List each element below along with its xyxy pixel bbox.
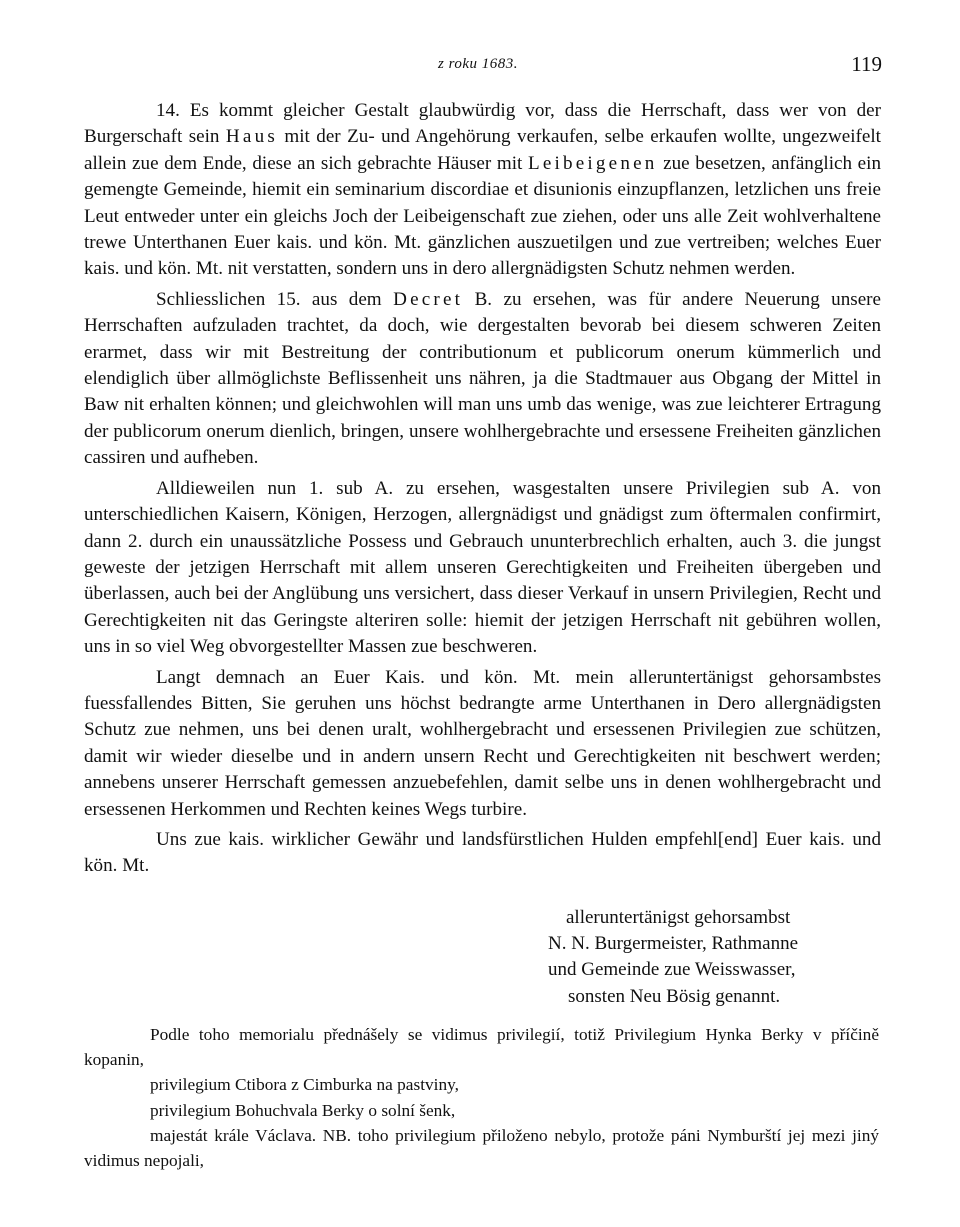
- page-header: [0, 52, 960, 88]
- editorial-note: [84, 1022, 879, 1173]
- signature-line: sonsten Neu Bösig genannt.: [568, 985, 781, 1007]
- text-segment: 14. Es kommt gleicher Gestalt glaubwürdig vor, dass die Herrschaft, dass wer von der Burgerschaft sein: [84, 100, 881, 148]
- signature-block: [548, 905, 868, 1010]
- text-segment: Schliesslichen 15. aus dem: [156, 288, 394, 310]
- signature-line: N. N. Burgermeister, Rathmanne: [548, 933, 799, 955]
- spaced-word-leibeigenen: Leibeigenen: [527, 152, 658, 174]
- text-segment: zue besetzen, anfänglich ein gemengte Gemeinde, hiemit ein seminarium discordiae et disunionis einzupflanzen, letzlichen uns freie Leut entweder unter ein gleichs Joch der Leibeigenschaft zue ziehen, oder uns alle Zeit wohlverhaltene trewe Unterthanen Euer kais. und kön. Mt. gänzlichen auszuetilgen und zue vertreiben; welches Euer kais. und kön. Mt. nit verstatten, sondern uns in dero allergnädigsten Schutz nehmen werden.: [84, 152, 881, 280]
- spaced-word-haus: Haus: [225, 126, 278, 148]
- note-item: privilegium Bohuchvala Berky o solní šenk,: [150, 1100, 456, 1120]
- paragraph-alldieweilen: [84, 476, 881, 661]
- page-number: 119: [851, 52, 882, 76]
- text-segment: Alldieweilen nun 1. sub A. zu ersehen, wasgestalten unsere Privilegien sub A. von unterschiedlichen Kaisern, Königen, Herzogen, allergnädigst und gnädigst zum öftermalen confirmirt, dann 2. durch ein unaussätzliche Possess und Gebrauch ununterbrechlich erhalten, auch 3. die jungst geweste der jetzigen Herrschaft mit allem unseren Gerechtigkeiten und Freiheiten übergeben und überlassen, auch bei der Anglübung uns versichert, dass dieser Verkauf in unsern Privilegien, Recht und Gerechtigkeiten nit das Geringste alteriren solle: hiemit der jetzigen Herrschaft nit gebühren wollen, uns in so viel Weg obvorgestellter Massen zue beschweren.: [84, 477, 881, 658]
- signature-line: und Gemeinde zue Weisswasser,: [548, 959, 796, 981]
- note-last: majestát krále Václava. NB. toho privilegium přiloženo nebylo, protože páni Nymburští jej mezi jiný vidimus nepojali,: [84, 1125, 879, 1171]
- running-title: z roku 1683.: [438, 56, 519, 72]
- paragraph-closing: [84, 827, 881, 880]
- paragraph-14: [84, 98, 881, 283]
- note-intro: Podle toho memorialu přednášely se vidimus privilegií, totiž Privilegium Hynka Berky v příčině kopanin,: [84, 1025, 879, 1070]
- text-segment: mit der Zu- und Angehörung verkaufen, selbe erkaufen wollte, ungezweifelt allein zue dem Ende, diese an sich gebrachte Häuser mit: [84, 126, 881, 174]
- main-text: [84, 98, 881, 880]
- signature-line: alleruntertänigst gehorsambst: [566, 907, 791, 928]
- text-segment: B. zu ersehen, was für andere Neuerung unsere Herrschaften aufzuladen trachtet, da doch, wie dergestalten bevorab bei diesem schweren Zeiten erarmet, dass wir mit Bestreitung der contributionum et publicorum onerum kümmerlich und elendiglich über allmöglichste Beflissenheit uns nähren, ja die Stadtmauer aus Obgang der Mittel in Baw nit erhalten können; und gleichwohlen will man uns umb das wenige, was zue leichterer Ertragung der publicorum onerum dienlich, bringen, unsere wohlhergebrachte und ersessene Freiheiten gänzlichen cassiren und aufheben.: [84, 288, 881, 469]
- spaced-word-decret: Decret: [393, 288, 464, 310]
- text-segment: Uns zue kais. wirklicher Gewähr und landsfürstlichen Hulden empfehl[end] Euer kais. und kön. Mt.: [84, 828, 881, 877]
- note-item: privilegium Ctibora z Cimburka na pastviny,: [150, 1075, 459, 1095]
- text-segment: Langt demnach an Euer Kais. und kön. Mt. mein alleruntertänigst gehorsambstes fuessfallendes Bitten, Sie geruhen uns höchst bedrangte arme Unterthanen in Dero allergnädigsten Schutz zue nehmen, uns bei denen uralt, wohlhergebracht und ersessenen Privilegien zue schützen, damit wir wieder dieselbe und in andern unsern Recht und Gerechtigkeiten nit beschwert werden; annebens unserer Herrschaft gemessen anzuebefehlen, damit selbe uns in denen wohlhergebracht und ersessenen Herkommen und Rechten keines Wegs turbire.: [84, 666, 881, 820]
- paragraph-langt-demnach: [84, 665, 881, 823]
- paragraph-15: [84, 287, 881, 472]
